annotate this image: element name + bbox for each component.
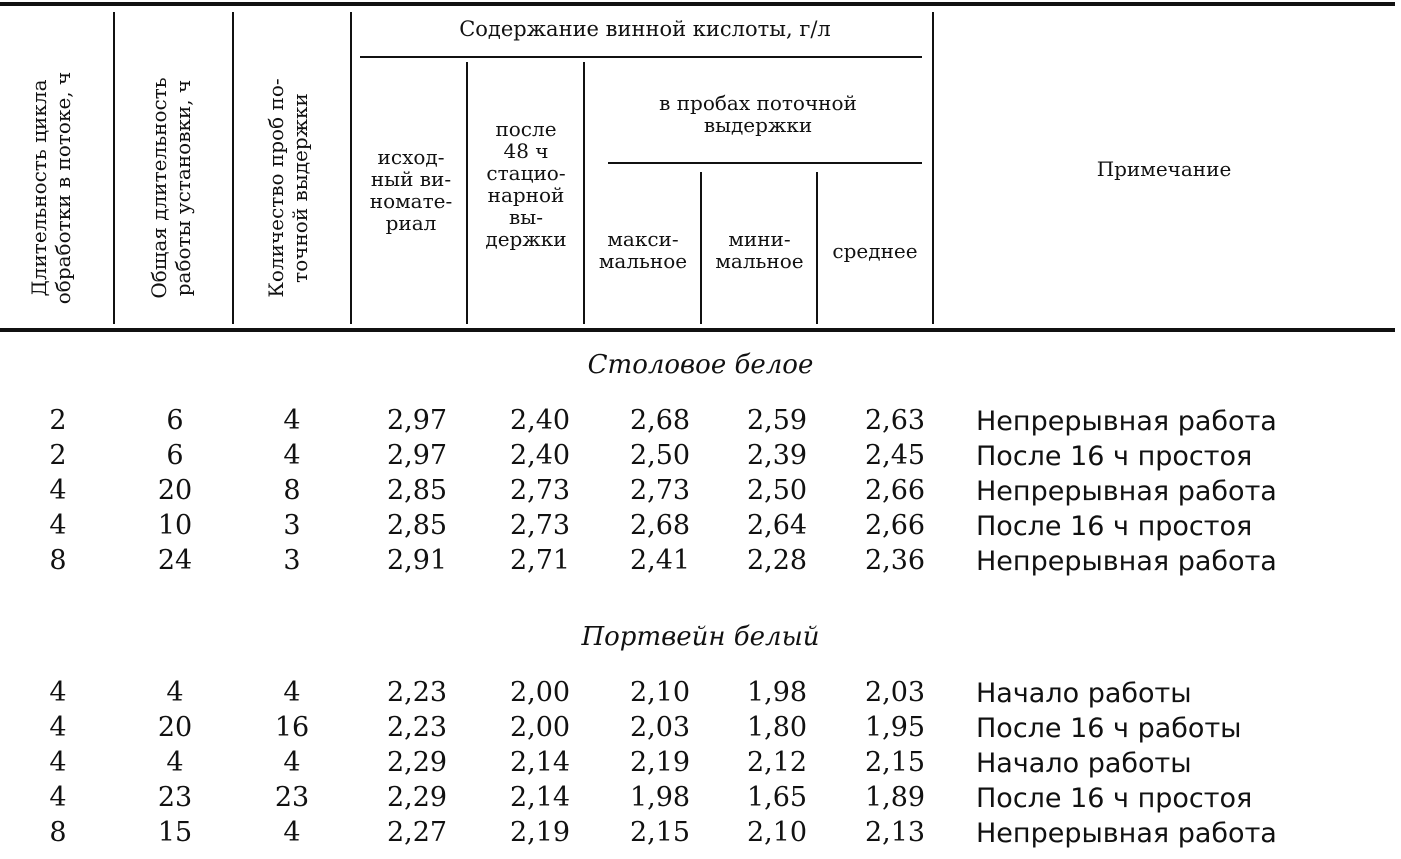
header-sample-count: Количество проб по- точной выдержки xyxy=(264,78,312,298)
table-cell-c3: 4 xyxy=(283,817,301,848)
table-cell-c7: 2,64 xyxy=(746,510,808,541)
table-cell-note: Начало работы xyxy=(976,678,1192,709)
table-cell-c6: 2,68 xyxy=(629,510,691,541)
table-cell-c3: 4 xyxy=(283,677,301,708)
table-cell-c5: 2,40 xyxy=(509,405,571,436)
table-cell-note: После 16 ч простоя xyxy=(976,783,1253,814)
table-cell-c8: 2,45 xyxy=(864,440,926,471)
table-cell-c6: 2,73 xyxy=(629,475,691,506)
table-cell-c4: 2,29 xyxy=(386,782,448,813)
table-cell-c5: 2,73 xyxy=(509,510,571,541)
header-separator-3 xyxy=(350,12,352,324)
table-cell-c7: 1,98 xyxy=(746,677,808,708)
section-title-white-port: Портвейн белый xyxy=(581,622,820,652)
header-cycle-duration: Длительность цикла обработки в потоке, ч xyxy=(27,71,75,305)
table-cell-c7: 1,80 xyxy=(746,712,808,743)
table-cell-c2: 6 xyxy=(166,440,184,471)
table-cell-c3: 4 xyxy=(283,440,301,471)
table-cell-c4: 2,29 xyxy=(386,747,448,778)
table-cell-c5: 2,73 xyxy=(509,475,571,506)
table-cell-c4: 2,97 xyxy=(386,440,448,471)
table-cell-c6: 1,98 xyxy=(629,782,691,813)
table-cell-c2: 20 xyxy=(157,712,193,743)
table-cell-c2: 4 xyxy=(166,677,184,708)
table-cell-c8: 2,03 xyxy=(864,677,926,708)
table-cell-c7: 2,10 xyxy=(746,817,808,848)
top-rule xyxy=(0,2,1395,6)
header-note: Примечание xyxy=(1096,157,1232,181)
table-cell-c2: 23 xyxy=(157,782,193,813)
table-cell-c2: 4 xyxy=(166,747,184,778)
table-cell-c8: 2,15 xyxy=(864,747,926,778)
group-underline xyxy=(360,56,922,58)
table-cell-c7: 2,12 xyxy=(746,747,808,778)
table-cell-note: После 16 ч работы xyxy=(976,713,1242,744)
table-cell-c1: 4 xyxy=(49,712,67,743)
header-separator-2 xyxy=(232,12,234,324)
header-separator-1 xyxy=(113,12,115,324)
table-cell-c6: 2,03 xyxy=(629,712,691,743)
table-cell-c8: 1,89 xyxy=(864,782,926,813)
table-cell-c1: 4 xyxy=(49,747,67,778)
header-minimum: мини- мальное xyxy=(715,227,804,273)
table-cell-c3: 3 xyxy=(283,545,301,576)
table-cell-c8: 2,13 xyxy=(864,817,926,848)
table-cell-c1: 8 xyxy=(49,545,67,576)
table-cell-c4: 2,23 xyxy=(386,712,448,743)
table-cell-note: После 16 ч простоя xyxy=(976,441,1253,472)
table-cell-c4: 2,23 xyxy=(386,677,448,708)
header-tartaric-acid: Содержание винной кислоты, г/л xyxy=(459,17,831,41)
header-maximum: макси- мальное xyxy=(598,227,688,273)
table-cell-c5: 2,00 xyxy=(509,712,571,743)
table-cell-c2: 15 xyxy=(157,817,193,848)
table-cell-c6: 2,41 xyxy=(629,545,691,576)
table-cell-note: Начало работы xyxy=(976,748,1192,779)
table-cell-c6: 2,50 xyxy=(629,440,691,471)
table-cell-c4: 2,91 xyxy=(386,545,448,576)
table-cell-c1: 2 xyxy=(49,405,67,436)
table-cell-c1: 2 xyxy=(49,440,67,471)
table-cell-c8: 2,63 xyxy=(864,405,926,436)
table-cell-c3: 16 xyxy=(274,712,310,743)
table-cell-c6: 2,10 xyxy=(629,677,691,708)
header-source-material: исход- ный ви- номате- риал xyxy=(369,145,453,235)
table-cell-c8: 2,66 xyxy=(864,510,926,541)
table-cell-c4: 2,85 xyxy=(386,510,448,541)
table-cell-c7: 2,59 xyxy=(746,405,808,436)
table-cell-c2: 10 xyxy=(157,510,193,541)
header-total-duration: Общая длительность работы установки, ч xyxy=(147,77,195,299)
table-cell-c7: 2,50 xyxy=(746,475,808,506)
table-cell-c3: 4 xyxy=(283,747,301,778)
table-cell-c4: 2,97 xyxy=(386,405,448,436)
table-cell-c2: 24 xyxy=(157,545,193,576)
table-cell-note: Непрерывная работа xyxy=(976,818,1277,849)
section-title-table-white: Столовое белое xyxy=(587,350,814,380)
table-cell-note: После 16 ч простоя xyxy=(976,511,1253,542)
table-cell-c5: 2,00 xyxy=(509,677,571,708)
table-cell-c5: 2,40 xyxy=(509,440,571,471)
table-cell-note: Непрерывная работа xyxy=(976,406,1277,437)
table-cell-c3: 8 xyxy=(283,475,301,506)
table-cell-c1: 4 xyxy=(49,782,67,813)
table-cell-c6: 2,68 xyxy=(629,405,691,436)
table-cell-c2: 6 xyxy=(166,405,184,436)
table-cell-c6: 2,19 xyxy=(629,747,691,778)
table-cell-c5: 2,71 xyxy=(509,545,571,576)
subgroup-underline xyxy=(608,162,922,164)
table-cell-c2: 20 xyxy=(157,475,193,506)
table-cell-c6: 2,15 xyxy=(629,817,691,848)
table-cell-c8: 2,36 xyxy=(864,545,926,576)
header-average: среднее xyxy=(832,239,918,263)
table-cell-c3: 3 xyxy=(283,510,301,541)
table-cell-note: Непрерывная работа xyxy=(976,546,1277,577)
table-cell-c3: 23 xyxy=(274,782,310,813)
table-cell-c3: 4 xyxy=(283,405,301,436)
table-cell-c7: 2,39 xyxy=(746,440,808,471)
table-cell-c1: 4 xyxy=(49,510,67,541)
header-bottom-rule xyxy=(0,328,1395,332)
table-cell-c5: 2,14 xyxy=(509,782,571,813)
table-cell-c5: 2,19 xyxy=(509,817,571,848)
table-cell-note: Непрерывная работа xyxy=(976,476,1277,507)
table-cell-c7: 1,65 xyxy=(746,782,808,813)
table-cell-c4: 2,85 xyxy=(386,475,448,506)
header-after-48h: после 48 ч стацио- нарной вы- держки xyxy=(485,117,567,251)
table-cell-c8: 2,66 xyxy=(864,475,926,506)
table-cell-c1: 8 xyxy=(49,817,67,848)
table-cell-c4: 2,27 xyxy=(386,817,448,848)
table-cell-c1: 4 xyxy=(49,475,67,506)
table-cell-c1: 4 xyxy=(49,677,67,708)
header-flow-samples: в пробах поточной выдержки xyxy=(659,91,857,137)
table-cell-c7: 2,28 xyxy=(746,545,808,576)
table-cell-c5: 2,14 xyxy=(509,747,571,778)
table-cell-c8: 1,95 xyxy=(864,712,926,743)
